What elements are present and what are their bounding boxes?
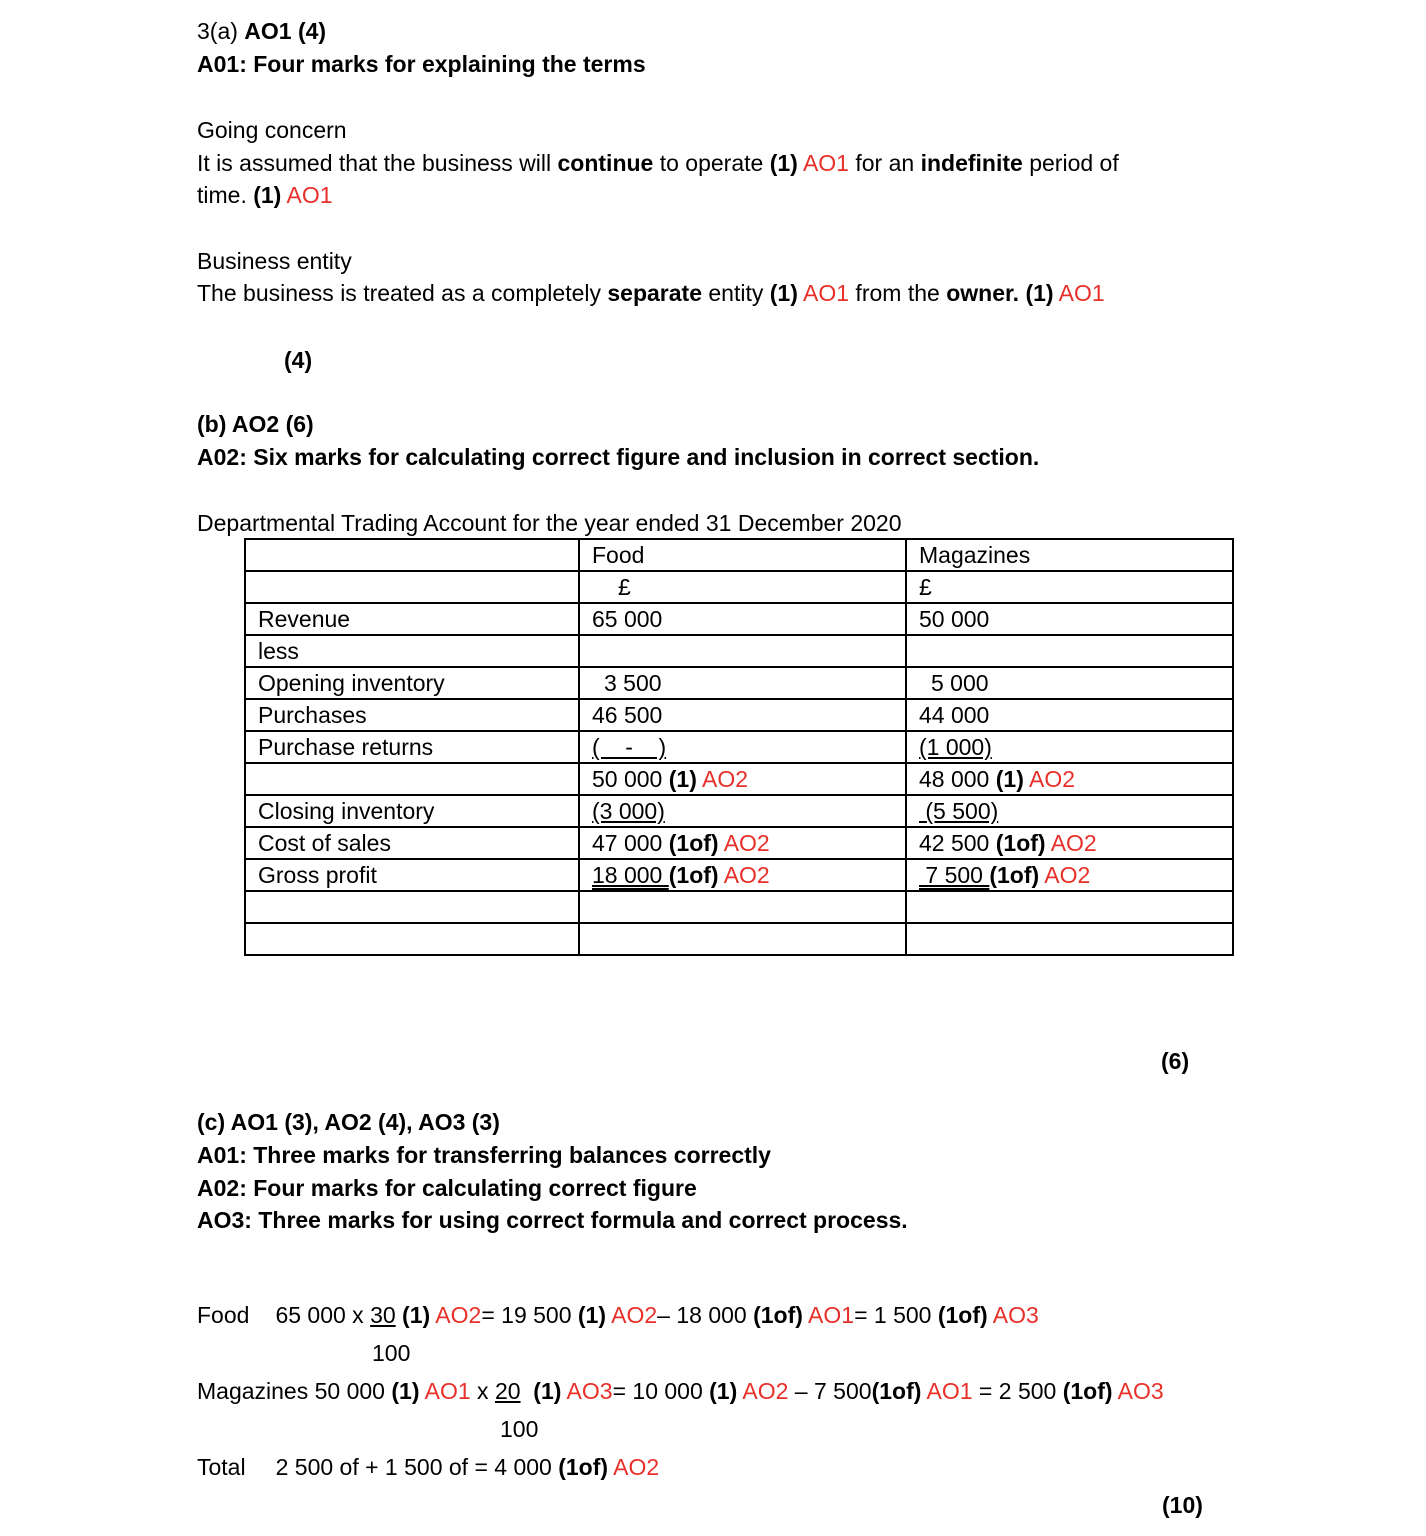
table-row [245, 795, 1233, 827]
part-b-heading: (b) AO2 (6) [197, 411, 314, 437]
magazines-calculation: Magazines 50 000 (1) AO1 x 20 (1) AO3= 10 000 (1) AO2 – 7 500(1of) AO1 = 2 500 (1of) AO3 [197, 1378, 1164, 1404]
row-label: Cost of sales [245, 827, 579, 859]
business-entity-line-1: The business is treated as a completely separate entity (1) AO1 from the owner. (1) AO1 [197, 280, 1105, 306]
magazines-label: Magazines [197, 1378, 309, 1404]
total-calculation: Total 2 500 of + 1 500 of = 4 000 (1of) AO2 [197, 1454, 660, 1480]
row-label: Opening inventory [245, 667, 579, 699]
part-a-marks: (4) [284, 347, 313, 373]
table-row [245, 923, 1233, 955]
table-row [245, 827, 1233, 859]
going-concern-line-1: It is assumed that the business will continue to operate (1) AO1 for an indefinite period of [197, 150, 1119, 176]
magazines-denominator: 100 [500, 1416, 539, 1442]
header-food: Food [579, 539, 906, 571]
food-value [579, 891, 906, 923]
part-c-marks: (10) [1162, 1492, 1203, 1518]
part-a-criteria [197, 48, 646, 80]
food-value: 18 000 (1of) AO2 [579, 859, 906, 891]
magazines-value [906, 891, 1233, 923]
currency-magazines: £ [906, 571, 1233, 603]
magazines-value: 42 500 (1of) AO2 [906, 827, 1233, 859]
part-a-criteria-text: A01: Four marks for explaining the terms [197, 51, 646, 77]
table-row [245, 763, 1233, 795]
part-b-marks: (6) [1161, 1048, 1190, 1074]
trading-account-table [244, 538, 1234, 956]
magazines-value: 50 000 [906, 603, 1233, 635]
trading-account-title: Departmental Trading Account for the year ended 31 December 2020 [197, 510, 902, 536]
magazines-value: 48 000 (1) AO2 [906, 763, 1233, 795]
part-c-criteria-ao2: A02: Four marks for calculating correct figure [197, 1175, 697, 1201]
magazines-value: 7 500 (1of) AO2 [906, 859, 1233, 891]
part-a-ao: AO1 (4) [244, 18, 327, 44]
row-label: Gross profit [245, 859, 579, 891]
row-label: Purchase returns [245, 731, 579, 763]
business-entity-title: Business entity [197, 248, 352, 274]
table-row [245, 635, 1233, 667]
food-value: 46 500 [579, 699, 906, 731]
table-row [245, 859, 1233, 891]
table-row [245, 731, 1233, 763]
food-denominator: 100 [372, 1340, 411, 1366]
magazines-value [906, 923, 1233, 955]
food-calculation: Food 65 000 x 30 (1) AO2= 19 500 (1) AO2– 18 000 (1of) AO1= 1 500 (1of) AO3 [197, 1302, 1039, 1328]
part-a-label: 3(a) [197, 18, 245, 44]
row-label [245, 763, 579, 795]
currency-label [245, 571, 579, 603]
row-label: Purchases [245, 699, 579, 731]
magazines-value: (5 500) [906, 795, 1233, 827]
going-concern-title: Going concern [197, 117, 347, 143]
header-magazines: Magazines [906, 539, 1233, 571]
header-label [245, 539, 579, 571]
food-value: 50 000 (1) AO2 [579, 763, 906, 795]
row-label: less [245, 635, 579, 667]
food-value [579, 923, 906, 955]
table-header-row [245, 539, 1233, 571]
food-value: (3 000) [579, 795, 906, 827]
table-row [245, 603, 1233, 635]
currency-food: £ [579, 571, 906, 603]
row-label: Closing inventory [245, 795, 579, 827]
food-label: Food [197, 1302, 250, 1328]
table-row [245, 699, 1233, 731]
total-label: Total [197, 1454, 246, 1480]
food-value [579, 635, 906, 667]
magazines-value: 44 000 [906, 699, 1233, 731]
food-value: 65 000 [579, 603, 906, 635]
part-b-criteria: A02: Six marks for calculating correct figure and inclusion in correct section. [197, 444, 1040, 470]
table-row [245, 891, 1233, 923]
part-a-heading [197, 15, 326, 47]
food-value: 3 500 [579, 667, 906, 699]
part-c-criteria-ao3: AO3: Three marks for using correct formula and correct process. [197, 1207, 908, 1233]
magazines-value [906, 635, 1233, 667]
row-label [245, 891, 579, 923]
food-value: ( - ) [579, 731, 906, 763]
magazines-value: 5 000 [906, 667, 1233, 699]
part-c-heading: (c) AO1 (3), AO2 (4), AO3 (3) [197, 1109, 500, 1135]
part-c-criteria-ao1: A01: Three marks for transferring balances correctly [197, 1142, 771, 1168]
going-concern-line-2: time. (1) AO1 [197, 182, 333, 208]
food-value: 47 000 (1of) AO2 [579, 827, 906, 859]
table-row [245, 667, 1233, 699]
row-label [245, 923, 579, 955]
row-label: Revenue [245, 603, 579, 635]
table-currency-row [245, 571, 1233, 603]
magazines-value: (1 000) [906, 731, 1233, 763]
